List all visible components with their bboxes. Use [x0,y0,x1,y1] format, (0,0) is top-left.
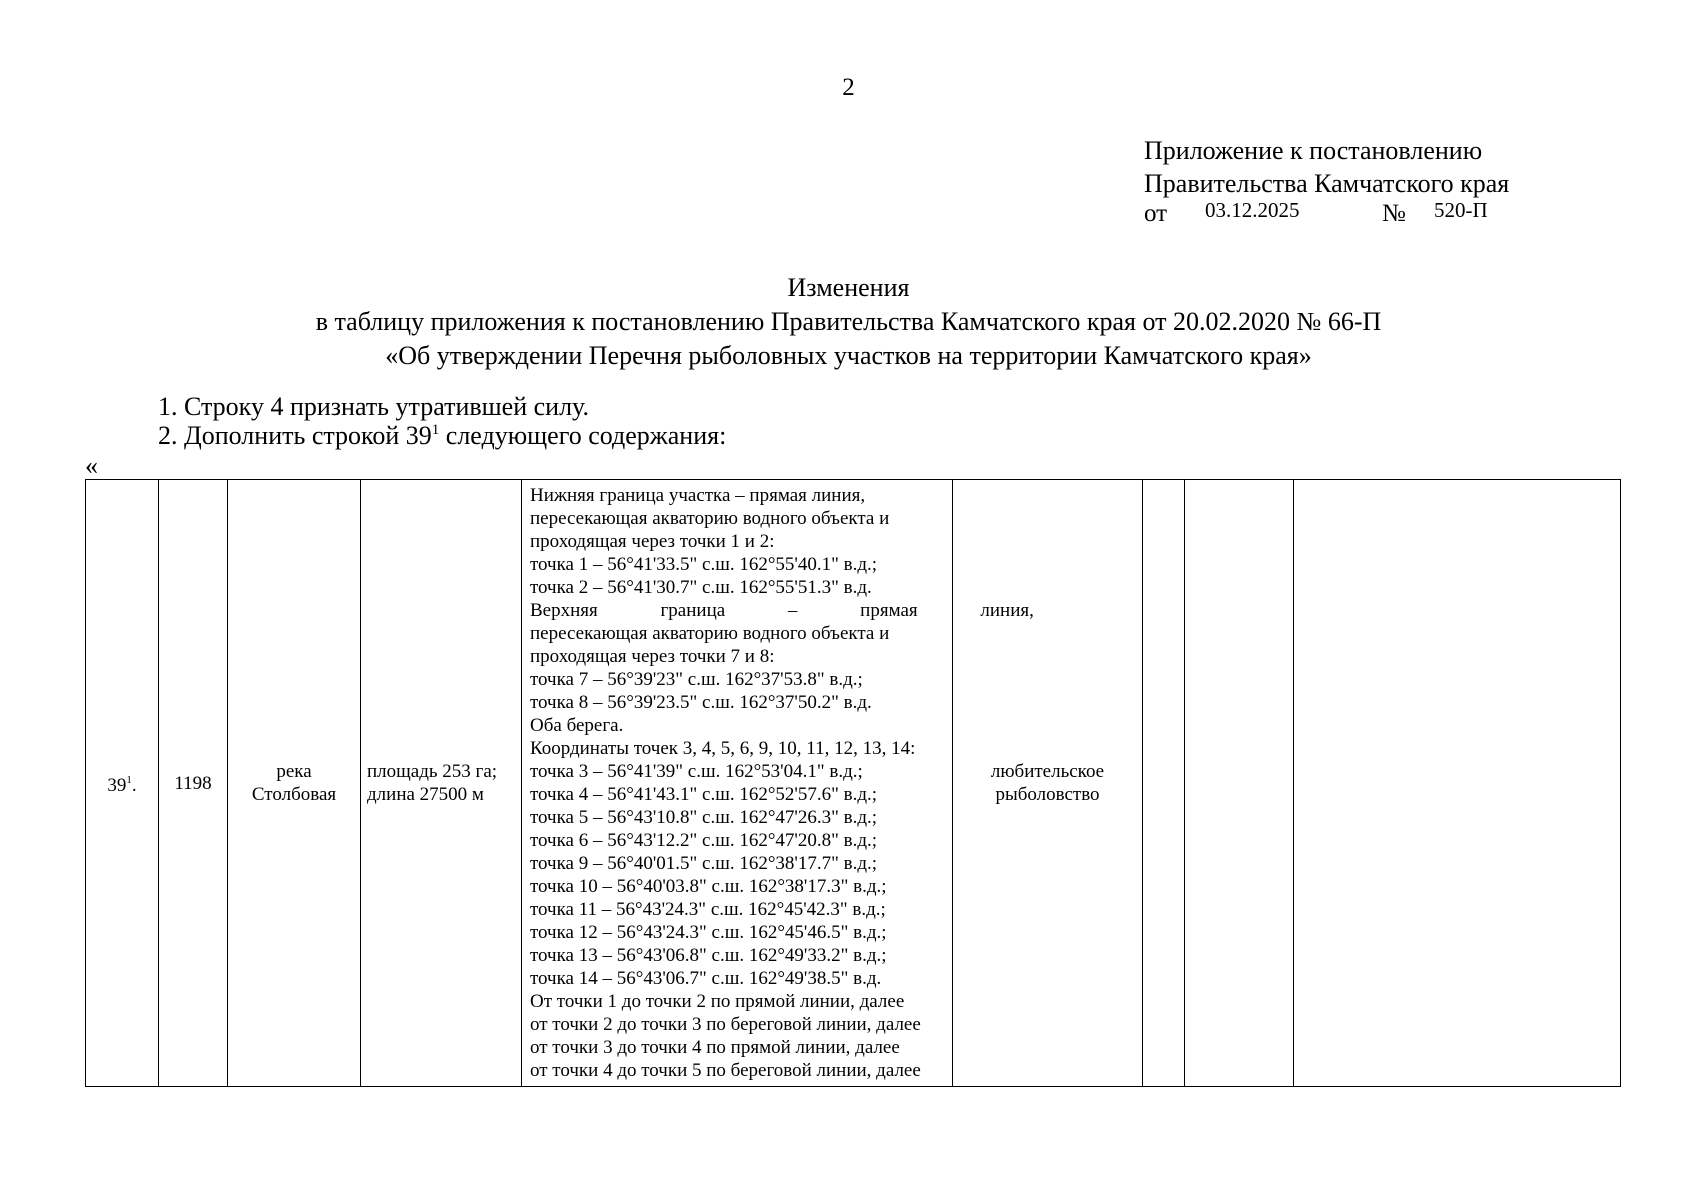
boundary-line: проходящая через точки 7 и 8: [530,646,775,667]
boundary-line: точка 3 – 56°41'39" с.ш. 162°53'04.1" в.д.; [530,761,863,782]
row-number-cell [86,480,159,1087]
boundary-line: Координаты точек 3, 4, 5, 6, 9, 10, 11, 12, 13, 14: [530,738,916,759]
boundary-line: точка 12 – 56°43'24.3" с.ш. 162°45'46.5" в.д.; [530,922,887,943]
empty-cell-9 [1294,480,1621,1087]
amendment-table [85,479,1621,1087]
size-cell [361,480,522,1087]
boundary-line: точка 4 – 56°41'43.1" с.ш. 162°52'57.6" в.д.; [530,784,878,805]
boundary-line: точка 8 – 56°39'23.5" с.ш. 162°37'50.2" в.д. [530,692,872,713]
boundary-line: проходящая через точки 1 и 2: [530,531,775,552]
item-1: 1. Строку 4 признать утратившей силу. [158,392,589,421]
appendix-date-prefix: от [1144,200,1168,227]
boundary-line: Оба берега. [530,715,624,736]
document-title [0,271,1697,373]
row-number-superscript: 1 [126,774,132,786]
boundary-line: точка 10 – 56°40'03.8" с.ш. 162°38'17.3" в.д.; [530,876,887,897]
boundary-line: пересекающая акваторию водного объекта и [530,508,890,529]
boundary-line: Нижняя граница участка – прямая линия, [530,485,866,506]
purpose-line-2: рыболовство [995,784,1100,805]
purpose-cell [953,480,1143,1087]
boundary-line: точка 13 – 56°43'06.8" с.ш. 162°49'33.2" в.д.; [530,945,887,966]
site-number: 1198 [174,772,212,794]
item-2-superscript: 1 [431,422,440,438]
site-length: длина 27500 м [367,784,484,805]
boundary-line: От точки 1 до точки 2 по прямой линии, далее [530,991,905,1012]
boundary-line: точка 9 – 56°40'01.5" с.ш. 162°38'17.7" в.д.; [530,853,878,874]
empty-cell-8 [1185,480,1294,1087]
item-2 [158,421,726,451]
page-number: 2 [842,74,855,101]
appendix-number: 520-П [1434,198,1488,222]
item-2-text: 2. Дополнить строкой 39 [158,421,432,450]
boundary-line: от точки 3 до точки 4 по прямой линии, далее [530,1037,900,1058]
row-number: 39 [107,775,127,796]
appendix-line-2: Правительства Камчатского края [1144,169,1510,198]
site-area: площадь 253 га; [367,761,498,782]
water-body-type: река [276,761,312,782]
table-row [86,480,1621,1087]
boundary-line: от точки 2 до точки 3 по береговой линии, далее [530,1014,921,1035]
site-number-cell [159,480,228,1087]
title-line-3: «Об утверждении Перечня рыболовных участков на территории Камчатского края» [385,341,1312,370]
boundary-line: точка 14 – 56°43'06.7" с.ш. 162°49'38.5" в.д. [530,968,882,989]
boundary-line: точка 11 – 56°43'24.3" с.ш. 162°45'42.3" в.д.; [530,899,886,920]
water-body-cell [228,480,361,1087]
boundary-line: точка 6 – 56°43'12.2" с.ш. 162°47'20.8" в.д.; [530,830,878,851]
boundaries-cell [522,480,1034,1087]
title-heading: Изменения [787,273,910,302]
boundary-line: точка 5 – 56°43'10.8" с.ш. 162°47'26.3" в.д.; [530,807,878,828]
open-quote: « [85,451,98,480]
boundary-line: точка 1 – 56°41'33.5" с.ш. 162°55'40.1" в.д.; [530,554,878,575]
appendix-header [1144,134,1509,200]
boundary-line: точка 2 – 56°41'30.7" с.ш. 162°55'51.3" в.д. [530,577,872,598]
row-number-suffix: . [131,775,137,796]
purpose-line-1: любительское [990,761,1105,782]
item-2-text-end: следующего содержания: [439,421,727,450]
appendix-number-sign: № [1382,200,1406,227]
boundary-line: Верхняя граница – прямая линия, [530,600,1034,621]
water-body-name: Столбовая [251,784,337,805]
empty-cell-7 [1143,480,1185,1087]
boundary-line: пересекающая акваторию водного объекта и [530,623,890,644]
boundary-line: точка 7 – 56°39'23" с.ш. 162°37'53.8" в.д.; [530,669,863,690]
title-line-2: в таблицу приложения к постановлению Правительства Камчатского края от 20.02.2020 № 66-П [315,307,1382,336]
appendix-date: 03.12.2025 [1205,198,1300,222]
appendix-line-1: Приложение к постановлению [1144,136,1483,165]
boundary-line: от точки 4 до точки 5 по береговой линии, далее [530,1060,921,1081]
